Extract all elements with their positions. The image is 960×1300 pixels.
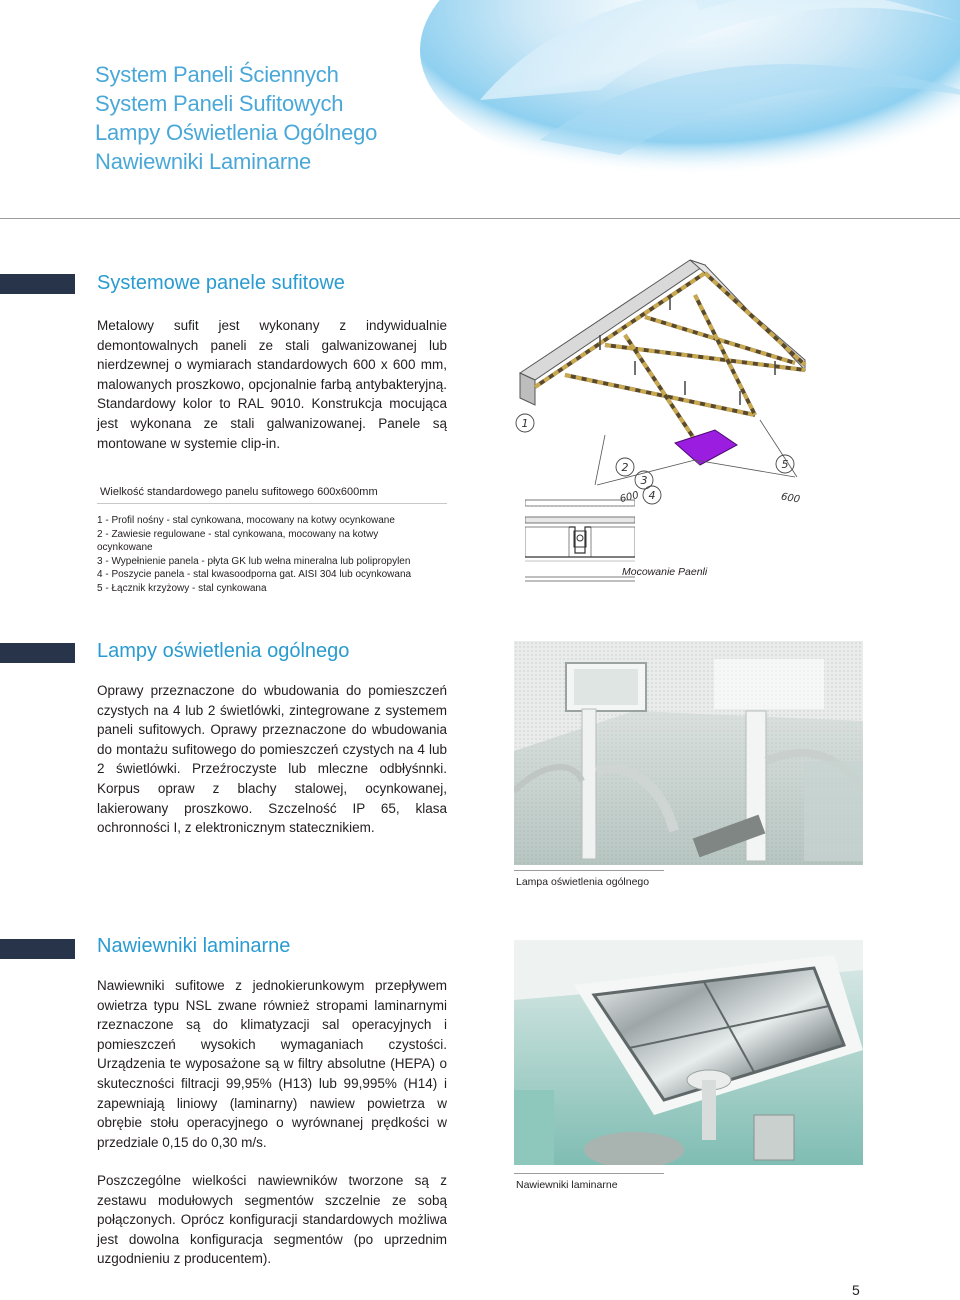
dimension-label-600: 600 [618,489,640,506]
section-marker-3 [0,939,75,959]
mounting-detail-caption: Mocowanie Paenli [622,566,708,578]
section-title-laminar-diffusers: Nawiewniki laminarne [97,935,291,957]
section-marker-2 [0,643,75,663]
header-line-2: System Paneli Sufitowych [95,91,344,116]
section-body-general-lighting: Oprawy przeznaczone do wbudowania do pomieszczeń czystych na 4 lub 2 świetlówki, zintegrowane z systemem paneli sufitowych. Oprawy przeznaczone do wbudowania do montażu sufitowego do pomieszczeń czystych na 4 lub 2 świetlówki. Przeźroczyste lub mleczne odbłyśnnki. Korpus opraw z blachy stalowej, ocynkowanej, lakierowany proszkowo. Szczelność IP 65, klasa ochronności I, z elektronicznym statecznikiem. [97,683,447,836]
section-marker-1 [0,274,75,294]
header-divider [0,218,960,219]
diffuser-photo-caption: Nawiewniki laminarne [516,1179,618,1191]
diagram-label-3: 3 [640,474,648,487]
legend-item: 5 - Łącznik krzyżowy - stal cynkowana [97,582,267,594]
diagram-label-2: 2 [621,461,629,474]
header-line-4: Nawiewniki Laminarne [95,149,312,174]
page-number: 5 [852,1282,860,1298]
ceiling-grid-diagram [505,255,815,520]
general-lamp-photo [514,641,863,865]
legend-item: 4 - Poszycie panela - stal kwasoodporna gat. AISI 304 lub ocynkowana [97,569,412,581]
legend-item: 3 - Wypełnienie panela - płyta GK lub wełna mineralna lub polipropylen [97,555,411,567]
section-body-ceiling-panels: Metalowy sufit jest wykonany z indywidualnie demontowalnych paneli ze stali galwanizowanej lub nierdzewnej o wymiarach standardowych 600 x 600 mm, malowanych proszkowo, opcjonalnie farbą antybakteryjną. Standardowy kolor to RAL 9010. Konstrukcja mocująca jest wykonana ze stali galwanizowanej. Panele są montowane w systemie clip-in. [97,318,447,451]
header-line-1: System Paneli Ściennych [95,62,339,87]
decorative-swirl-image [420,0,960,210]
subtitle-divider [97,503,447,504]
legend-item: 1 - Profil nośny - stal cynkowana, mocowany na kotwy ocynkowane [97,515,395,526]
diagram-label-5: 5 [781,458,789,471]
lamp-caption-rule [514,870,664,871]
lamp-photo-caption: Lampa oświetlenia ogólnego [516,876,650,888]
legend-item-continued: ocynkowane [97,542,153,554]
section-body-laminar-diffusers: Nawiewniki sufitowe z jednokierunkowym przepływem owietrza typu NSL zwane również stropami laminarnymi rzeznaczone są do klimatyzacji sal operacyjnych i pomieszczeń wysokich wymaganiach czystości. Urządzenia te wyposażone są w filtry absolutne (HEPA) o skuteczności filtracji 99,95% (H13) lub 99,995% (H14) i zapewniają liniowy (laminarny) nawiew powietrza w obrębie stołu operacyjnego o wyrównanej prędkości w przedziale 0,15 do 0,30 m/s. [97,978,447,1150]
laminar-diffuser-photo [514,940,863,1165]
panel-mounting-detail-drawing [525,495,635,595]
header-titles [95,60,377,176]
diagram-label-1: 1 [521,417,529,430]
diffuser-caption-rule [514,1173,664,1174]
section-title-ceiling-panels: Systemowe panele sufitowe [97,272,345,294]
dimension-label-600: 600 [780,491,801,506]
panel-size-subtitle: Wielkość standardowego panelu sufitowego 600x600mm [100,486,378,498]
legend-item: 2 - Zawiesie regulowane - stal cynkowana, mocowany na kotwy [97,528,379,540]
header-line-3: Lampy Oświetlenia Ogólnego [95,120,378,145]
section-title-general-lighting: Lampy oświetlenia ogólnego [97,640,350,662]
components-legend [97,514,457,596]
diagram-label-4: 4 [648,489,656,502]
section-body-laminar-diffusers-2: Poszczególne wielkości nawiewników tworzone są z zestawu modułowych segmentów szczelnie ze sobą połączonych. Oprócz konfiguracji standardowych możliwa jest dowolna konfiguracja segmentów (po uprzednim uzgodnieniu z producentem). [97,1173,447,1267]
